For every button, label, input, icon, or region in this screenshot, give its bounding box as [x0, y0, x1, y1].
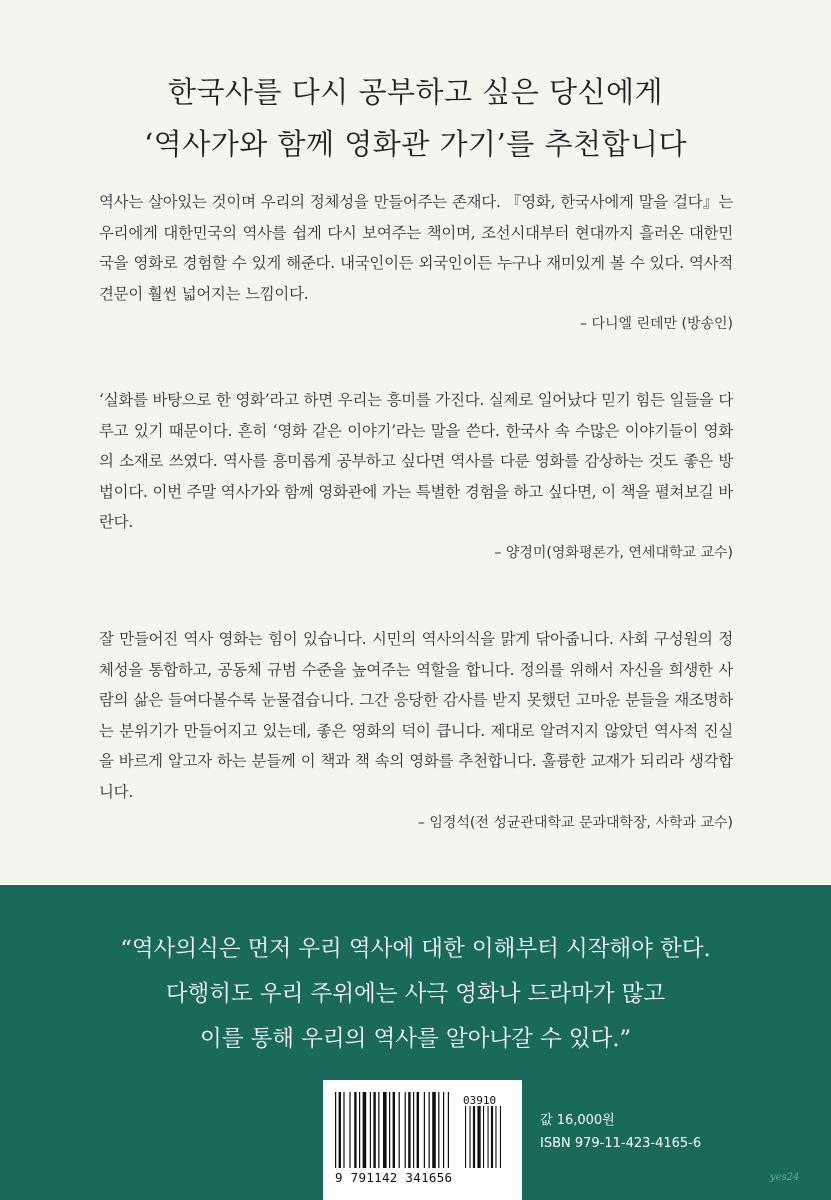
review-3 — [99, 624, 733, 832]
review-1 — [99, 187, 733, 333]
review-attribution: – 다니엘 린데만 (방송인) — [580, 316, 733, 333]
pricing-info — [540, 1109, 701, 1155]
quote-line-1: “역사의식은 먼저 우리 역사에 대한 이해부터 시작해야 한다. — [120, 936, 711, 962]
review-text: 역사는 살아있는 것이며 우리의 정체성을 만들어주는 존재다. 『영화, 한국사에게 말을 걸다』는 우리에게 대한민국의 역사를 쉽게 다시 보여주는 책이며, 조선시대부터 현대까지 흘러온 대한민국을 영화로 경험할 수 있게 해준다. 내국인이든 외국인이든 누구나 재미있게 볼 수 있다. 역사적 견문이 훨씬 넓어지는 느낌이다. — [99, 193, 733, 303]
quote-line-2: 다행히도 우리 주위에는 사극 영화나 드라마가 많고 — [165, 981, 666, 1007]
review-text: ‘실화를 바탕으로 한 영화’라고 하면 우리는 흥미를 가진다. 실제로 일어났다 믿기 힘든 일들을 다루고 있기 때문이다. 흔히 ‘영화 같은 이야기’라는 말을 쓴다. 한국사 속 수많은 이야기들이 영화의 소재로 쓰였다. 역사를 흥미롭게 공부하고 싶다면 역사를 다룬 영화를 감상하는 것도 좋은 방법이다. 이번 주말 역사가와 함께 영화관에 가는 특별한 경험을 하고 싶다면, 이 책을 펼쳐보길 바란다. — [99, 391, 733, 532]
barcode-panel — [323, 1080, 522, 1200]
publisher-mark-icon: yes24 — [770, 1172, 800, 1183]
headline-line-2: ‘역사가와 함께 영화관 가기’를 추천합니다 — [143, 127, 688, 161]
isbn: ISBN 979-11-423-4165-6 — [540, 1136, 702, 1151]
review-attribution: – 임경석(전 성균관대학교 문과대학장, 사학과 교수) — [417, 814, 733, 831]
review-text: 잘 만들어진 역사 영화는 힘이 있습니다. 시민의 역사의식을 맑게 닦아줍니다. 사회 구성원의 정체성을 통합하고, 공동체 규범 수준을 높여주는 역할을 합니다. 정의를 위해서 자신을 희생한 사람의 삶은 들여다볼수록 눈물겹습니다. 그간 응당한 감사를 받지 못했던 고마운 분들을 재조명하는 분위기가 만들어지고 있는데, 좋은 영화의 덕이 큽니다. 제대로 알려지지 않았던 역사적 진실을 바르게 알고자 하는 분들께 이 책과 책 속의 영화를 추천합니다. 훌륭한 교재가 되리라 생각합니다. — [99, 630, 733, 801]
price: 값 16,000원 — [540, 1113, 615, 1128]
barcode-addon-digits: 03910 — [463, 1094, 497, 1107]
pull-quote — [0, 927, 831, 1062]
review-attribution: – 양경미(영화평론가, 연세대학교 교수) — [494, 544, 733, 561]
review-2 — [99, 385, 733, 562]
headline-line-1: 한국사를 다시 공부하고 싶은 당신에게 — [167, 75, 664, 109]
headline — [0, 66, 831, 170]
barcode-digits: 9 791142 341656 — [335, 1170, 453, 1185]
quote-line-3: 이를 통해 우리의 역사를 알아나갈 수 있다.” — [199, 1026, 632, 1052]
